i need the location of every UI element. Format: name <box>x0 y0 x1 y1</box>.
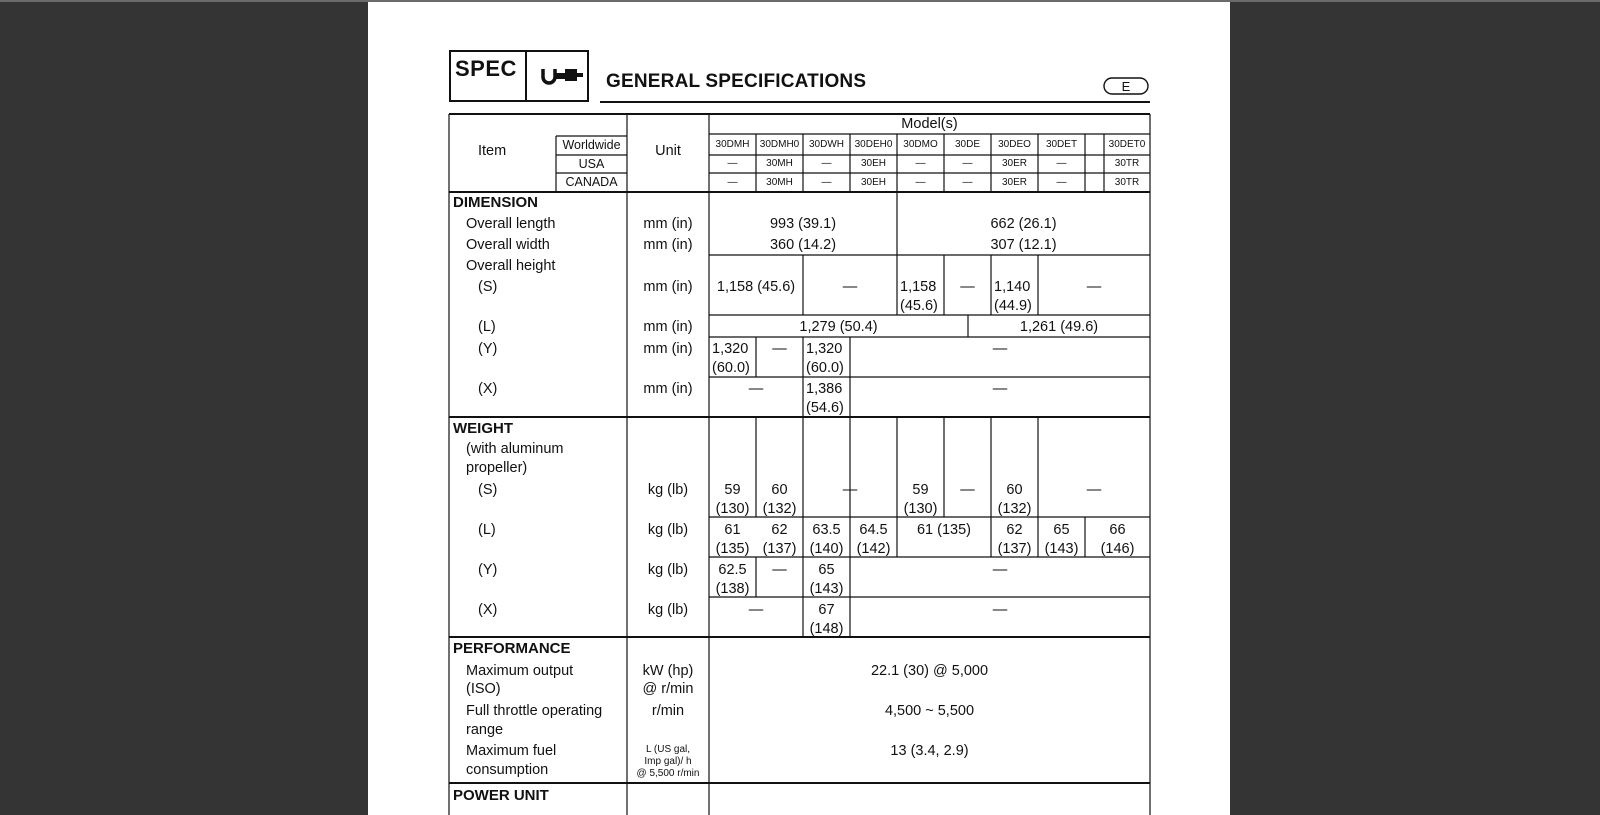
value-cell: 61 (135) <box>916 522 971 538</box>
model-cell: — <box>1056 177 1067 188</box>
section-heading: PERFORMANCE <box>453 640 571 657</box>
spec-badge-label: SPEC <box>455 56 517 81</box>
value-cell: 62 (137) <box>762 522 797 557</box>
model-cell: 30DEO <box>998 139 1031 150</box>
value-cell: 62.5 (138) <box>715 562 750 597</box>
page-title: GENERAL SPECIFICATIONS <box>606 71 867 92</box>
row-label: Maximum fuel <box>466 743 557 759</box>
row-label: range <box>466 722 504 738</box>
value-cell: (60.0) <box>806 360 844 376</box>
value-cell: 61 (135) <box>715 522 750 557</box>
row-label: (Y) <box>478 341 498 357</box>
value-cell: (54.6) <box>806 400 844 416</box>
value-cell: 993 (39.1) <box>769 216 837 232</box>
value-cell: (45.6) <box>900 298 938 314</box>
value-cell: — <box>772 562 787 578</box>
row-unit: kW (hp) <box>642 663 694 679</box>
region-usa: USA <box>578 157 605 171</box>
model-cell: 30DMO <box>903 139 938 150</box>
value-cell: — <box>992 562 1008 578</box>
value-cell: 1,261 (49.6) <box>1019 319 1099 335</box>
model-cell: 30ER <box>1001 177 1027 188</box>
row-unit: L (US gal, Imp gal)/ h @ 5,500 r/min <box>636 744 700 779</box>
value-cell: (60.0) <box>712 360 750 376</box>
value-cell: 1,279 (50.4) <box>799 319 878 335</box>
row-label: (S) <box>478 279 498 295</box>
model-cell: 30DE <box>954 139 980 150</box>
language-badge-label: E <box>1121 79 1131 94</box>
model-cell: — <box>821 158 832 169</box>
section-heading: WEIGHT <box>453 420 513 437</box>
model-cell: 30DMH0 <box>759 139 800 150</box>
model-cell: 30EH <box>860 158 886 169</box>
value-cell: 1,386 <box>806 381 843 397</box>
value-cell: — <box>960 279 975 295</box>
row-unit: @ r/min <box>642 681 694 697</box>
row-unit: mm (in) <box>643 279 693 295</box>
model-cell: 30DET <box>1045 139 1078 150</box>
value-cell: — <box>960 482 975 498</box>
model-cell: 30DWH <box>808 139 844 150</box>
value-cell: 13 (3.4, 2.9) <box>890 743 969 759</box>
unit-header: Unit <box>655 143 681 159</box>
row-label: (with aluminum <box>466 441 564 457</box>
value-cell: — <box>1086 279 1102 295</box>
model-cell: — <box>915 158 926 169</box>
model-cell: — <box>727 158 738 169</box>
value-cell: 64.5 (142) <box>856 522 891 557</box>
value-cell: — <box>748 381 764 397</box>
row-label: Overall length <box>466 216 556 232</box>
value-cell: — <box>748 602 764 618</box>
model-cell: 30MH <box>766 177 793 188</box>
value-cell: 60 (132) <box>762 482 797 517</box>
row-label: (ISO) <box>466 681 501 697</box>
row-label: Overall height <box>466 258 556 274</box>
row-label: Maximum output <box>466 663 574 679</box>
section-heading: POWER UNIT <box>453 787 549 804</box>
model-cell: — <box>821 177 832 188</box>
row-unit: mm (in) <box>643 341 693 357</box>
section-heading: DIMENSION <box>453 194 539 211</box>
model-cell: 30DEH0 <box>854 139 893 150</box>
row-label: Full throttle operating <box>466 703 603 719</box>
value-cell: — <box>1086 482 1102 498</box>
row-label: (Y) <box>478 562 498 578</box>
model-cell: — <box>727 177 738 188</box>
row-unit: mm (in) <box>643 381 693 397</box>
value-cell: 59 (130) <box>903 482 938 517</box>
value-cell: — <box>992 381 1008 397</box>
value-cell: 67 (148) <box>809 602 844 637</box>
row-unit: kg (lb) <box>647 602 689 618</box>
row-label: (S) <box>478 482 498 498</box>
item-header: Item <box>478 143 507 159</box>
value-cell: — <box>992 602 1008 618</box>
value-cell: 1,320 <box>806 341 843 357</box>
region-worldwide: Worldwide <box>562 138 621 152</box>
value-cell: — <box>992 341 1008 357</box>
value-cell: 62 (137) <box>997 522 1032 557</box>
value-cell: 59 (130) <box>715 482 750 517</box>
row-label: (X) <box>478 602 498 618</box>
value-cell: 60 (132) <box>997 482 1032 517</box>
value-cell: 662 (26.1) <box>990 216 1057 232</box>
value-cell: 307 (12.1) <box>990 237 1057 253</box>
value-cell: (44.9) <box>994 298 1032 314</box>
model-cell: — <box>962 177 973 188</box>
region-canada: CANADA <box>565 175 618 189</box>
value-cell: 66 (146) <box>1100 522 1135 557</box>
row-unit: kg (lb) <box>647 562 689 578</box>
row-unit: kg (lb) <box>647 522 689 538</box>
document-page <box>368 2 1230 815</box>
model-cell: 30ER <box>1001 158 1027 169</box>
value-cell: 1,158 <box>900 279 937 295</box>
value-cell: 360 (14.2) <box>769 237 837 253</box>
model-cell: 30DET0 <box>1108 139 1146 150</box>
value-cell: — <box>842 482 858 498</box>
row-label: (L) <box>478 319 496 335</box>
value-cell: 65 (143) <box>809 562 844 597</box>
value-cell: 22.1 (30) @ 5,000 <box>870 663 989 679</box>
row-label: (X) <box>478 381 498 397</box>
row-unit: r/min <box>651 703 685 719</box>
row-label: consumption <box>466 762 549 778</box>
model-cell: 30MH <box>766 158 793 169</box>
model-cell: 30TR <box>1114 158 1140 169</box>
model-cell: 30DMH <box>715 139 750 150</box>
value-cell: — <box>842 279 858 295</box>
value-cell: 65 (143) <box>1044 522 1079 557</box>
model-cell: — <box>962 158 973 169</box>
row-label: Overall width <box>466 237 550 253</box>
row-unit: mm (in) <box>643 319 693 335</box>
row-unit: mm (in) <box>643 237 693 253</box>
row-unit: mm (in) <box>643 216 693 232</box>
value-cell: 4,500 ~ 5,500 <box>884 703 975 719</box>
value-cell: 1,140 <box>994 279 1031 295</box>
row-label: (L) <box>478 522 496 538</box>
models-header: Model(s) <box>901 116 958 132</box>
value-cell: — <box>772 341 787 357</box>
value-cell: 1,320 <box>712 341 749 357</box>
model-cell: 30TR <box>1114 177 1140 188</box>
value-cell: 1,158 (45.6) <box>716 279 796 295</box>
row-label: propeller) <box>466 460 528 476</box>
row-unit: kg (lb) <box>647 482 689 498</box>
value-cell: 63.5 (140) <box>809 522 844 557</box>
model-cell: 30EH <box>860 177 886 188</box>
model-cell: — <box>1056 158 1067 169</box>
model-cell: — <box>915 177 926 188</box>
